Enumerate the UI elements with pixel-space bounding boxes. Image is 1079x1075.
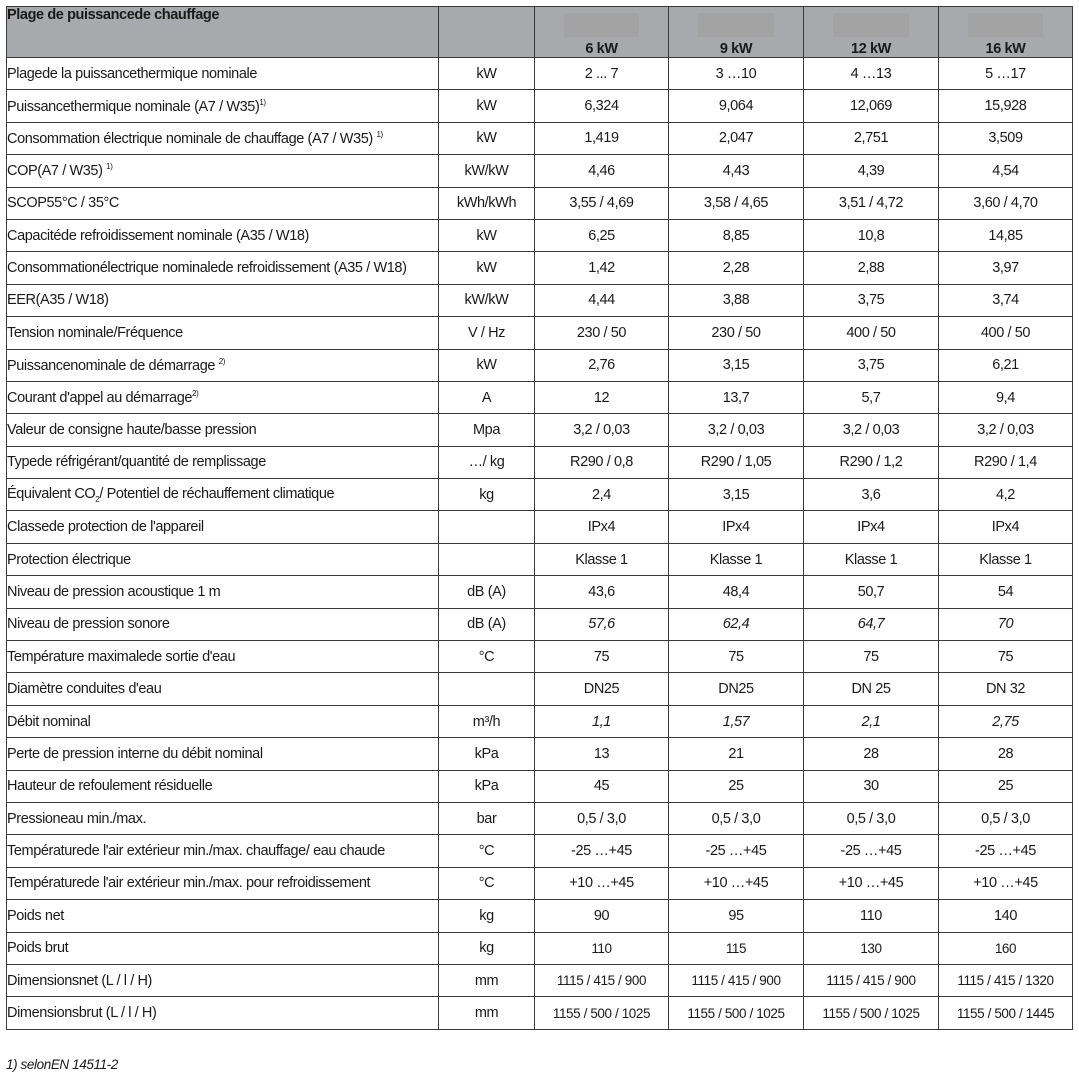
table-row (7, 155, 1073, 187)
value-cell: 3,15 (669, 349, 804, 381)
param-cell (7, 576, 439, 608)
value-cell: 2,751 (804, 122, 939, 154)
value-cell: 110 (804, 900, 939, 932)
value-cell: 12,069 (804, 90, 939, 122)
param-label: Niveau de pression acoustique 1 m (7, 583, 221, 600)
param-cell (7, 155, 439, 187)
table-row (7, 576, 1073, 608)
table-row (7, 446, 1073, 478)
value-cell: 43,6 (535, 576, 669, 608)
table-row (7, 284, 1073, 316)
param-label: Dimensionsnet (L / l / H) (7, 972, 152, 989)
value-cell: DN 25 (804, 673, 939, 705)
value-cell: 6,21 (939, 349, 1073, 381)
value-cell: 2,75 (939, 705, 1073, 737)
unit-cell: V / Hz (439, 317, 535, 349)
value-cell: 5,7 (804, 381, 939, 413)
table-row (7, 90, 1073, 122)
footnote-ref: 2) (192, 389, 199, 399)
value-cell: 400 / 50 (804, 317, 939, 349)
value-cell: R290 / 0,8 (535, 446, 669, 478)
value-cell: R290 / 1,4 (939, 446, 1073, 478)
model-label: 9 kW (719, 41, 753, 57)
value-cell: 13 (535, 738, 669, 770)
value-cell: 45 (535, 770, 669, 802)
footnote-ref: 1) (376, 129, 383, 139)
unit-cell (439, 511, 535, 543)
unit-cell: kW/kW (439, 284, 535, 316)
value-cell: 30 (804, 770, 939, 802)
table-row (7, 349, 1073, 381)
value-cell: IPx4 (535, 511, 669, 543)
value-cell: 4,43 (669, 155, 804, 187)
value-cell: 15,928 (939, 90, 1073, 122)
table-row (7, 673, 1073, 705)
value-cell: 4 …13 (804, 58, 939, 90)
value-cell: 1,419 (535, 122, 669, 154)
value-cell: 400 / 50 (939, 317, 1073, 349)
value-cell: 25 (939, 770, 1073, 802)
value-cell: 6,324 (535, 90, 669, 122)
unit-cell: bar (439, 802, 535, 834)
unit-cell: kW (439, 90, 535, 122)
value-cell: 57,6 (535, 608, 669, 640)
value-cell: 1,1 (535, 705, 669, 737)
param-label: Protection électrique (7, 551, 131, 568)
param-label: Poids brut (7, 940, 69, 957)
unit-cell: °C (439, 867, 535, 899)
value-cell: 28 (939, 738, 1073, 770)
value-cell: 75 (804, 641, 939, 673)
value-cell: 1115 / 415 / 900 (669, 964, 804, 996)
value-cell: 3,75 (804, 284, 939, 316)
param-label: COP(A7 / W35) (7, 163, 107, 180)
value-cell: 3,2 / 0,03 (535, 414, 669, 446)
value-cell: 10,8 (804, 219, 939, 251)
header-row (7, 7, 1073, 58)
footnote-ref: 1) (259, 97, 266, 107)
param-cell (7, 738, 439, 770)
table-row (7, 997, 1073, 1029)
param-label: Températurede l'air extérieur min./max. pour refroidissement (7, 875, 371, 892)
param-cell (7, 58, 439, 90)
table-row (7, 900, 1073, 932)
param-label: Plagede la puissancethermique nominale (7, 65, 257, 82)
model-label: 12 kW (851, 41, 891, 57)
value-cell: 1155 / 500 / 1025 (804, 997, 939, 1029)
value-cell: -25 …+45 (804, 835, 939, 867)
value-cell: DN25 (535, 673, 669, 705)
table-row (7, 964, 1073, 996)
unit-cell: °C (439, 641, 535, 673)
footnote-ref: 2) (218, 356, 226, 366)
value-cell: -25 …+45 (669, 835, 804, 867)
unit-cell: Mpa (439, 414, 535, 446)
header-model-9kw (669, 7, 804, 58)
table-row (7, 252, 1073, 284)
value-cell: 4,44 (535, 284, 669, 316)
value-cell: 50,7 (804, 576, 939, 608)
param-label: Capacitéde refroidissement nominale (A35 / W18) (7, 227, 309, 244)
value-cell: 3,509 (939, 122, 1073, 154)
value-cell: 0,5 / 3,0 (804, 802, 939, 834)
value-cell: 2,4 (535, 479, 669, 511)
unit-cell: dB (A) (439, 576, 535, 608)
param-cell (7, 835, 439, 867)
param-label: Pressioneau min./max. (7, 810, 147, 827)
value-cell: 75 (535, 641, 669, 673)
param-label: EER(A35 / W18) (7, 292, 109, 309)
param-cell (7, 90, 439, 122)
param-cell (7, 705, 439, 737)
unit-cell: mm (439, 964, 535, 996)
table-row (7, 867, 1073, 899)
param-label: Puissancenominale de démarrage (7, 357, 219, 374)
param-label: Températurede l'air extérieur min./max. chauffage/ eau chaude (7, 843, 385, 860)
value-cell: 75 (939, 641, 1073, 673)
unit-cell: …/ kg (439, 446, 535, 478)
value-cell: 2,1 (804, 705, 939, 737)
param-cell (7, 446, 439, 478)
param-cell (7, 641, 439, 673)
spec-table (6, 6, 1073, 1030)
value-cell: 0,5 / 3,0 (939, 802, 1073, 834)
param-cell (7, 673, 439, 705)
value-cell: +10 …+45 (669, 867, 804, 899)
value-cell: 3,58 / 4,65 (669, 187, 804, 219)
value-cell: 70 (939, 608, 1073, 640)
value-cell: 3,60 / 4,70 (939, 187, 1073, 219)
param-label: Équivalent CO (7, 485, 96, 502)
value-cell: 3,2 / 0,03 (669, 414, 804, 446)
header-model-16kw (939, 7, 1073, 58)
unit-cell: kW (439, 122, 535, 154)
param-cell (7, 543, 439, 575)
value-cell: DN25 (669, 673, 804, 705)
unit-cell: kg (439, 900, 535, 932)
value-cell: 3,55 / 4,69 (535, 187, 669, 219)
param-label: Débit nominal (7, 713, 91, 730)
param-label: Typede réfrigérant/quantité de remplissage (7, 454, 266, 471)
value-cell: 64,7 (804, 608, 939, 640)
param-label: Tension nominale/Fréquence (7, 324, 183, 341)
param-cell (7, 900, 439, 932)
param-cell (7, 511, 439, 543)
value-cell: Klasse 1 (669, 543, 804, 575)
param-cell (7, 802, 439, 834)
value-cell: 21 (669, 738, 804, 770)
model-label: 16 kW (985, 41, 1026, 57)
table-row (7, 835, 1073, 867)
value-cell: R290 / 1,05 (669, 446, 804, 478)
footnote-ref: 1) (106, 162, 113, 172)
value-cell: Klasse 1 (535, 543, 669, 575)
value-cell: 3,75 (804, 349, 939, 381)
value-cell: R290 / 1,2 (804, 446, 939, 478)
unit-cell: kPa (439, 770, 535, 802)
header-model-6kw (535, 7, 669, 58)
unit-cell: m³/h (439, 705, 535, 737)
value-cell: 4,54 (939, 155, 1073, 187)
param-label: Poids net (7, 907, 64, 924)
value-cell: 110 (535, 932, 669, 964)
table-body (7, 58, 1073, 1030)
value-cell: 12 (535, 381, 669, 413)
unit-cell: dB (A) (439, 608, 535, 640)
header-unit (439, 7, 535, 58)
param-label: Courant d'appel au démarrage (7, 390, 193, 407)
value-cell: 54 (939, 576, 1073, 608)
value-cell: IPx4 (804, 511, 939, 543)
param-cell (7, 867, 439, 899)
table-row (7, 770, 1073, 802)
unit-cell: kg (439, 932, 535, 964)
param-cell (7, 122, 439, 154)
value-cell: -25 …+45 (535, 835, 669, 867)
param-label: Consommation électrique nominale de chauffage (A7 / W35) (7, 130, 377, 147)
table-row (7, 608, 1073, 640)
value-cell: 0,5 / 3,0 (669, 802, 804, 834)
value-cell: 1155 / 500 / 1025 (535, 997, 669, 1029)
param-label: Perte de pression interne du débit nominal (7, 745, 263, 762)
value-cell: 4,46 (535, 155, 669, 187)
value-cell: 14,85 (939, 219, 1073, 251)
param-cell (7, 252, 439, 284)
value-cell: 75 (669, 641, 804, 673)
value-cell: 2,88 (804, 252, 939, 284)
param-label: Classede protection de l'appareil (7, 519, 204, 536)
value-cell: 13,7 (669, 381, 804, 413)
unit-cell: kW (439, 219, 535, 251)
value-cell: 2,28 (669, 252, 804, 284)
value-cell: +10 …+45 (535, 867, 669, 899)
param-cell (7, 317, 439, 349)
table-row (7, 479, 1073, 511)
value-cell: 1,57 (669, 705, 804, 737)
value-cell: IPx4 (939, 511, 1073, 543)
unit-cell: kW (439, 349, 535, 381)
param-label: Niveau de pression sonore (7, 616, 170, 633)
value-cell: 9,4 (939, 381, 1073, 413)
param-cell (7, 608, 439, 640)
table-row (7, 414, 1073, 446)
value-cell: 160 (939, 932, 1073, 964)
value-cell: 115 (669, 932, 804, 964)
table-row (7, 187, 1073, 219)
table-row (7, 219, 1073, 251)
param-cell (7, 187, 439, 219)
table-row (7, 802, 1073, 834)
value-cell: 25 (669, 770, 804, 802)
param-label: Température maximalede sortie d'eau (7, 648, 236, 665)
table-row (7, 381, 1073, 413)
value-cell: Klasse 1 (804, 543, 939, 575)
param-cell (7, 219, 439, 251)
value-cell: 3,2 / 0,03 (804, 414, 939, 446)
value-cell: 3,74 (939, 284, 1073, 316)
value-cell: 1115 / 415 / 900 (535, 964, 669, 996)
header-title: Plage de puissancede chauffage (7, 7, 439, 58)
table-row (7, 317, 1073, 349)
unit-cell: kWh/kWh (439, 187, 535, 219)
value-cell: IPx4 (669, 511, 804, 543)
value-cell: 3,51 / 4,72 (804, 187, 939, 219)
param-cell (7, 414, 439, 446)
param-label: Diamètre conduites d'eau (7, 681, 162, 698)
value-cell: 230 / 50 (535, 317, 669, 349)
param-cell (7, 381, 439, 413)
value-cell: 2,76 (535, 349, 669, 381)
header-model-12kw (804, 7, 939, 58)
value-cell: 130 (804, 932, 939, 964)
value-cell: Klasse 1 (939, 543, 1073, 575)
param-cell (7, 932, 439, 964)
value-cell: 140 (939, 900, 1073, 932)
table-row (7, 122, 1073, 154)
value-cell: 28 (804, 738, 939, 770)
value-cell: +10 …+45 (804, 867, 939, 899)
param-cell (7, 479, 439, 511)
value-cell: DN 32 (939, 673, 1073, 705)
table-header (7, 7, 1073, 58)
value-cell: 1115 / 415 / 900 (804, 964, 939, 996)
value-cell: 2 ... 7 (535, 58, 669, 90)
subscript: 2 (95, 494, 100, 504)
value-cell: 0,5 / 3,0 (535, 802, 669, 834)
value-cell: 3 …10 (669, 58, 804, 90)
value-cell: 1155 / 500 / 1445 (939, 997, 1073, 1029)
table-row (7, 705, 1073, 737)
value-cell: 4,2 (939, 479, 1073, 511)
param-cell (7, 284, 439, 316)
param-cell (7, 964, 439, 996)
table-row (7, 543, 1073, 575)
table-row (7, 932, 1073, 964)
value-cell: 1155 / 500 / 1025 (669, 997, 804, 1029)
model-label: 6 kW (585, 41, 618, 57)
table-row (7, 738, 1073, 770)
unit-cell: kW (439, 252, 535, 284)
unit-cell (439, 673, 535, 705)
value-cell: 90 (535, 900, 669, 932)
unit-cell: kPa (439, 738, 535, 770)
value-cell: 9,064 (669, 90, 804, 122)
value-cell: 95 (669, 900, 804, 932)
value-cell: 3,15 (669, 479, 804, 511)
value-cell: 3,2 / 0,03 (939, 414, 1073, 446)
param-label: Dimensionsbrut (L / l / H) (7, 1005, 157, 1022)
value-cell: 1,42 (535, 252, 669, 284)
value-cell: 3,6 (804, 479, 939, 511)
param-cell (7, 770, 439, 802)
param-cell (7, 997, 439, 1029)
param-cell (7, 349, 439, 381)
param-label: Puissancethermique nominale (A7 / W35) (7, 98, 260, 115)
unit-cell: A (439, 381, 535, 413)
table-row (7, 511, 1073, 543)
value-cell: 2,047 (669, 122, 804, 154)
param-label: Hauteur de refoulement résiduelle (7, 778, 213, 795)
value-cell: 1115 / 415 / 1320 (939, 964, 1073, 996)
table-row (7, 641, 1073, 673)
footnote: 1) selonEN 14511-2 (6, 1057, 118, 1072)
unit-cell: °C (439, 835, 535, 867)
unit-cell: kg (439, 479, 535, 511)
unit-cell: mm (439, 997, 535, 1029)
value-cell: 3,97 (939, 252, 1073, 284)
param-label-cont: / Potentiel de réchauffement climatique (99, 485, 335, 502)
value-cell: 62,4 (669, 608, 804, 640)
param-label: Consommationélectrique nominalede refroidissement (A35 / W18) (7, 260, 407, 277)
unit-cell: kW (439, 58, 535, 90)
value-cell: 48,4 (669, 576, 804, 608)
unit-cell: kW/kW (439, 155, 535, 187)
value-cell: 3,88 (669, 284, 804, 316)
param-label: SCOP55°C / 35°C (7, 195, 119, 212)
value-cell: 5 …17 (939, 58, 1073, 90)
unit-cell (439, 543, 535, 575)
value-cell: 8,85 (669, 219, 804, 251)
value-cell: -25 …+45 (939, 835, 1073, 867)
value-cell: 230 / 50 (669, 317, 804, 349)
value-cell: 6,25 (535, 219, 669, 251)
value-cell: +10 …+45 (939, 867, 1073, 899)
table-row (7, 58, 1073, 90)
param-label: Valeur de consigne haute/basse pression (7, 421, 257, 438)
value-cell: 4,39 (804, 155, 939, 187)
